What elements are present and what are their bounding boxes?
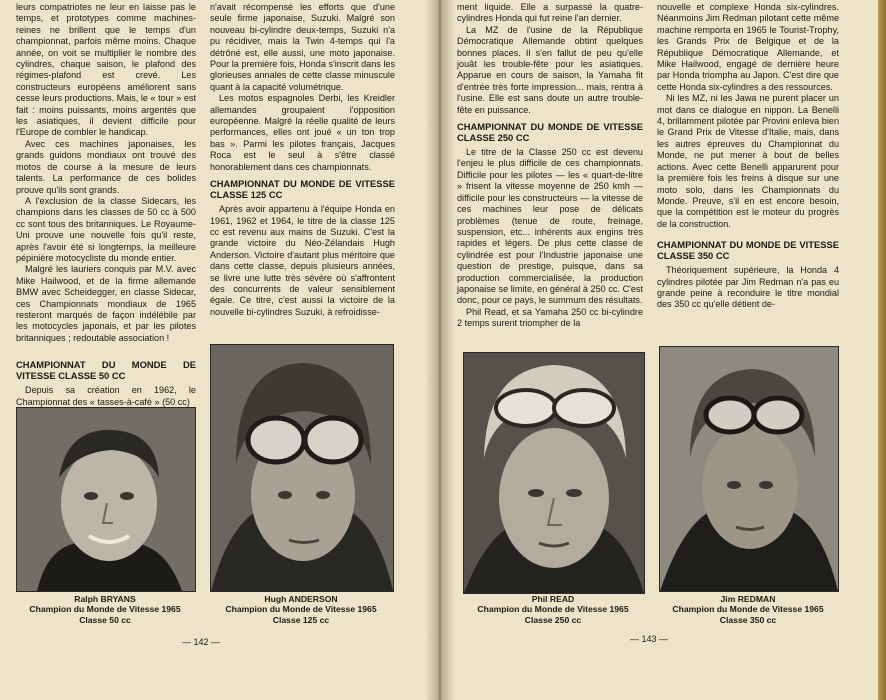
- caption-name: Ralph BRYANS: [74, 594, 136, 604]
- caption-name: Hugh ANDERSON: [264, 594, 338, 604]
- portrait-phil-read-image: [464, 353, 644, 593]
- portrait-hugh-anderson-image: [211, 345, 393, 591]
- caption-title: Champion du Monde de Vitesse 1965: [29, 604, 181, 615]
- paragraph: ment liquide. Elle a surpassé la quatre-cylindres Honda qui fut reine l'an dernier.: [457, 2, 643, 24]
- left-column-1: [16, 2, 196, 408]
- page-number-142: — 142 —: [182, 637, 221, 647]
- book-edge: [878, 0, 886, 700]
- paragraph: n'avait récompensé les efforts que d'une seule firme japonaise, Suzuki. Malgré son nouveau bi-cylindre deux-temps, Suzuki n'a pu récidiver, mais la Twin 4-temps qui l'a détrôné est, elle aussi, une moto japonaise. Pour la première fois, Honda s'inscrit dans les glorieuses annales de cette classe minuscule quant à la capacité volumétrique.: [210, 2, 395, 92]
- paragraph: Le titre de la Classe 250 cc est devenu l'enjeu le plus difficile de ces championnats. Difficile pour les pilotes — les « quart-de-litre » frisent la vitesse moyenne de 250 kmh — difficile pour les constructeurs — la vitesse de ces machines leur pose de délicats problèmes (tenue de route, freinage, suspension, etc... inhérents aux engins très rapides et légers. De plus cette classe de cylindrée est pour l'Industrie japonaise une question de prestige, puisque, dans sa production commercialisée, la production japonaise se limite, en général à 250 cc. C'est donc, pour ce pays, le summum des résultats.: [457, 147, 643, 306]
- section-heading-350cc: CHAMPIONNAT DU MONDE DE VITESSE CLASSE 350 CC: [657, 239, 839, 261]
- portrait-jim-redman-image: [660, 347, 838, 591]
- caption-title: Champion du Monde de Vitesse 1965: [225, 604, 377, 615]
- caption-class: Classe 125 cc: [272, 614, 330, 625]
- portrait-phil-read-photo: [463, 352, 645, 594]
- paragraph: Avec ces machines japonaises, les grands guidons mondiaux ont trouvé des motos de course à la mesure de leurs talents. La performance de ces bolides prouve qu'ils sont grands.: [16, 138, 196, 195]
- paragraph: Théoriquement supérieure, la Honda 4 cylindres pilotée par Jim Redman n'a pas eu grande peine à reconduire le titre mondial des 350 cc qu'elle détient de-: [657, 265, 839, 310]
- portrait-jim-redman-photo: [659, 346, 839, 592]
- right-column-2: [657, 2, 839, 311]
- caption-title: Champion du Monde de Vitesse 1965: [672, 604, 824, 615]
- paragraph: Après avoir appartenu à l'équipe Honda en 1961, 1962 et 1964, le titre de la classe 125 cc est revenu aux mains de Suzuki. C'est la grande victoire du Néo-Zélandais Hugh Anderson. Victoire d'autant plus méritoire que dans cette classe, depuis plusieurs années, se livre une lutte très sévère où s'affrontent des concurrents de valeur sensiblement égale. Ce titre, c'est aussi la victoire de la nouvelle bi-cylindres Suzuki, à refroidisse-: [210, 204, 395, 317]
- caption-name: Phil READ: [531, 594, 575, 604]
- paragraph: Ni les MZ, ni les Jawa ne purent placer un mot dans ce dialogue en nippon. La Benelli 4, brillamment pilotée par Provini enleva bien le Grand Prix de Vitesse d'Italie, mais, dans les autres épreuves du Championnat du Monde, ne put mener à bout de belles actions. Avec cette Benelli apparurent pour la première fois les freins à disque sur une moto solo, dans les Championnats du Monde. Preuve, s'il en est encore besoin, que la compétition est le moteur du progrès de la construction.: [657, 93, 839, 229]
- section-heading-50cc: CHAMPIONNAT DU MONDE DE VITESSE CLASSE 50 CC: [16, 359, 196, 381]
- left-column-2: [210, 2, 395, 318]
- paragraph: nouvelle et complexe Honda six-cylindres. Néanmoins Jim Redman pilotant cette même machine remporta en 1965 le Tourist-Trophy, les Grands Prix de Belgique et de la République Démocratique Allemande, et Mike Hailwood, engagé de dernière heure par Honda triompha au Japon. C'est dire que cette Honda six-cylindres a des ressources.: [657, 2, 839, 92]
- caption-name: Jim REDMAN: [720, 594, 776, 604]
- paragraph: Depuis sa création en 1962, le Championnat des « tasses-à-café » (50 cc): [16, 385, 196, 407]
- caption-class: Classe 50 cc: [79, 614, 131, 625]
- section-heading-250cc: CHAMPIONNAT DU MONDE DE VITESSE CLASSE 250 CC: [457, 121, 643, 143]
- right-page: [440, 0, 886, 700]
- portrait-hugh-anderson-photo: [210, 344, 394, 592]
- left-page: [0, 0, 438, 700]
- section-heading-125cc: CHAMPIONNAT DU MONDE DE VITESSE CLASSE 125 CC: [210, 178, 395, 200]
- portrait-ralph-bryans-image: [17, 408, 195, 591]
- right-column-1: [457, 2, 643, 330]
- caption-ralph-bryans: [16, 594, 194, 625]
- caption-phil-read: [457, 594, 649, 625]
- portrait-ralph-bryans-photo: [16, 407, 196, 592]
- caption-title: Champion du Monde de Vitesse 1965: [477, 604, 629, 615]
- caption-class: Classe 250 cc: [524, 614, 582, 625]
- paragraph: Malgré les lauriers conquis par M.V. avec Mike Hailwood, et de la firme allemande BMW avec Scheidegger, en classe Sidecar, ces Championnats mondiaux de 1965 resteront marqués de façon indélébile par les motocycles japonais, et par les pilotes britanniques ; redoutable association !: [16, 264, 196, 343]
- caption-hugh-anderson: [210, 594, 392, 625]
- paragraph: leurs compatriotes ne leur en laisse pas le temps, et prototypes comme machines-reines ne brillent que le temps d'un championnat, parfois même moins. Chaque année, on voit se multiplier le nombre des cylindres, chaque saison, le plafond des régimes-plafond est crevé. Les constructeurs européens améliorent sans cesse leurs productions. Mais, le « tour » est fait : moins puissants, moins argentés que les asiatiques, il devient difficile pour l'Europe de combler le handicap.: [16, 2, 196, 138]
- paragraph: Les motos espagnoles Derbi, les Kreidler allemandes groupaient l'opposition européenne. Malgré la réelle qualité de leurs performances, elles ont joué « un ton trop bas ». Parmi les pilotes français, Jacques Roca est le seul à s'être classé honorablement dans ces championnats.: [210, 93, 395, 172]
- caption-class: Classe 350 cc: [719, 614, 777, 625]
- paragraph: Phil Read, et sa Yamaha 250 cc bi-cylindre 2 temps surent triompher de la: [457, 306, 643, 329]
- paragraph: La MZ de l'usine de la République Démocratique Allemande obtint quelques bonnes places. Il s'en fallut de peu qu'elle jouât les trouble-fête pour les asiatiques. Apparue en cours de saison, la Yamaha fit d'entrée très forte impression... mais, rentra à l'usine. Elle est sans doute un autre trouble-fête en puissance.: [457, 24, 643, 115]
- paragraph: A l'exclusion de la classe Sidecars, les champions dans les classes de 50 cc à 500 cc sont tous des britanniques. Le Royaume-Uni prouve une nouvelle fois qu'il reste, après l'avoir été si longtemps, la meilleure pépinière motocycliste du monde entier.: [16, 195, 196, 263]
- page-number-143: — 143 —: [630, 634, 669, 644]
- caption-jim-redman: [655, 594, 841, 625]
